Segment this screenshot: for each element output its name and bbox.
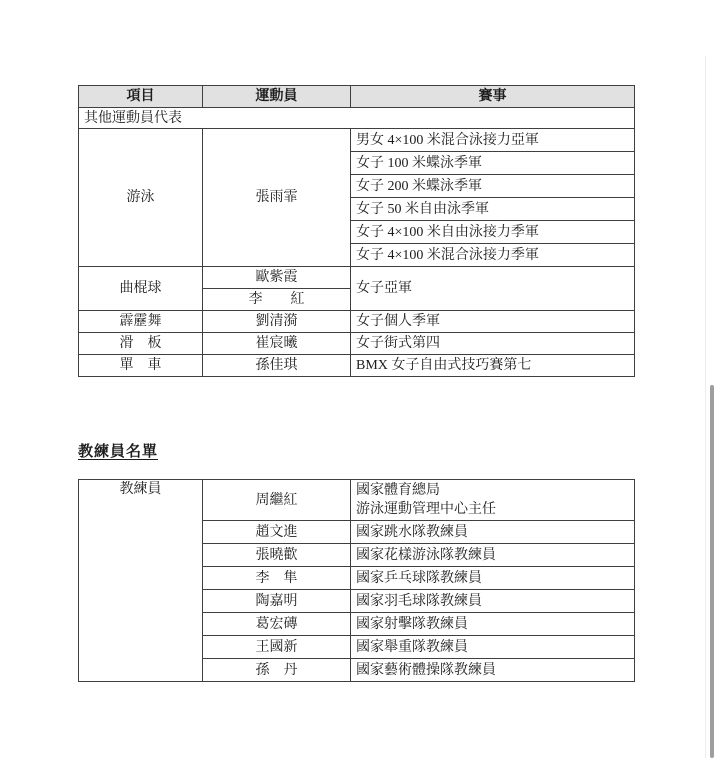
table-row	[79, 333, 635, 355]
coach-role-cell: 國家羽毛球隊教練員	[351, 590, 635, 613]
coach-role-lines	[356, 481, 629, 519]
table-row	[79, 480, 635, 521]
coach-role-cell: 國家跳水隊教練員	[351, 521, 635, 544]
athlete-name-cell: 孫佳琪	[203, 355, 351, 377]
section-row	[79, 108, 635, 129]
event-cell: 女子 100 米蝶泳季軍	[351, 152, 635, 175]
athlete-results-table	[78, 85, 635, 377]
coach-name-cell: 張曉歡	[203, 544, 351, 567]
scrollbar-track[interactable]	[705, 56, 706, 758]
athlete-name-cell: 劉清漪	[203, 311, 351, 333]
coach-role-cell: 國家花樣游泳隊教練員	[351, 544, 635, 567]
coach-role-line: 游泳運動管理中心主任	[356, 502, 496, 517]
event-cell: 女子個人季軍	[351, 311, 635, 333]
sport-cell-cycling: 單 車	[79, 355, 203, 377]
table-row	[79, 267, 635, 289]
header-cell-event: 賽事	[351, 86, 635, 108]
coach-role-cell: 國家藝術體操隊教練員	[351, 659, 635, 682]
sport-cell-skateboard: 滑 板	[79, 333, 203, 355]
event-cell: 女子街式第四	[351, 333, 635, 355]
coach-name-cell: 孫 丹	[203, 659, 351, 682]
coach-name-cell: 葛宏磚	[203, 613, 351, 636]
coach-role-cell: 國家射擊隊教練員	[351, 613, 635, 636]
coach-name-cell: 王國新	[203, 636, 351, 659]
event-cell: 女子 50 米自由泳季軍	[351, 198, 635, 221]
event-cell: 女子亞軍	[351, 267, 635, 311]
event-cell: 女子 200 米蝶泳季軍	[351, 175, 635, 198]
coach-name-cell: 趙文進	[203, 521, 351, 544]
event-cell: 女子 4×100 米自由泳接力季軍	[351, 221, 635, 244]
athlete-name-cell: 李 紅	[203, 289, 351, 311]
event-cell: 男女 4×100 米混合泳接力亞軍	[351, 129, 635, 152]
athlete-name-cell: 崔宸曦	[203, 333, 351, 355]
coach-name-cell: 周繼紅	[203, 480, 351, 521]
table-row	[79, 129, 635, 152]
header-cell-athlete: 運動員	[203, 86, 351, 108]
coach-row-label-cell: 教練員	[79, 480, 203, 682]
header-cell-sport: 項目	[79, 86, 203, 108]
athlete-name-cell: 張雨霏	[203, 129, 351, 267]
sport-cell-swimming: 游泳	[79, 129, 203, 267]
coach-name-cell: 陶嘉明	[203, 590, 351, 613]
coach-role-cell: 國家舉重隊教練員	[351, 636, 635, 659]
coach-name-cell: 李 隼	[203, 567, 351, 590]
coach-role-cell: 國家乒乓球隊教練員	[351, 567, 635, 590]
coach-table	[78, 479, 635, 682]
event-cell: BMX 女子自由式技巧賽第七	[351, 355, 635, 377]
coach-role-line: 國家體育總局	[356, 483, 440, 498]
table-header-row	[79, 86, 635, 108]
section-label-cell: 其他運動員代表	[79, 108, 635, 129]
scrollbar-thumb[interactable]	[710, 385, 714, 758]
table-row	[79, 311, 635, 333]
coach-role-cell	[351, 480, 635, 521]
event-cell: 女子 4×100 米混合泳接力季軍	[351, 244, 635, 267]
sport-cell-hockey: 曲棍球	[79, 267, 203, 311]
table-row	[79, 355, 635, 377]
athlete-name-cell: 歐紫霞	[203, 267, 351, 289]
sport-cell-breaking: 霹靂舞	[79, 311, 203, 333]
coach-section-title: 教練員名單	[78, 444, 159, 460]
